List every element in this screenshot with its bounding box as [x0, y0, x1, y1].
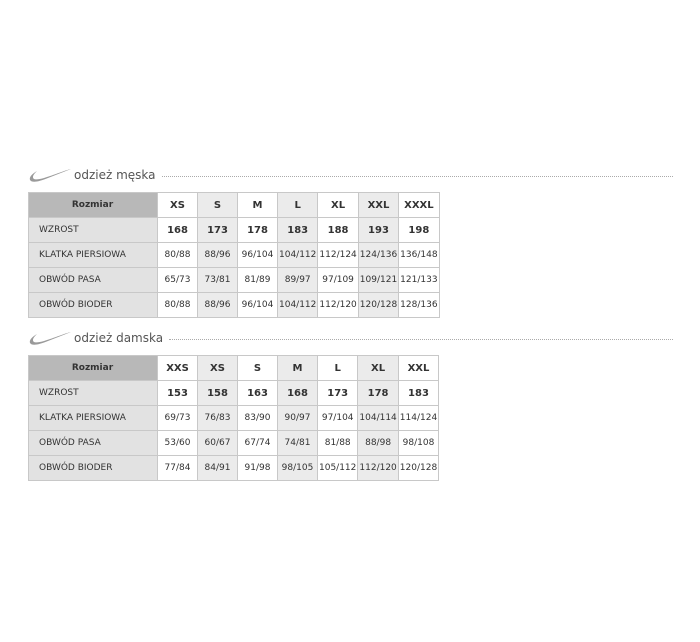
swoosh-logo-icon [28, 166, 72, 184]
table-cell: 83/90 [238, 406, 278, 431]
table-row [29, 356, 439, 381]
table-cell: 105/112 [318, 456, 358, 481]
table-cell: 112/124 [318, 243, 358, 268]
size-header-cell: XS [198, 356, 238, 381]
womens-size-table [28, 355, 439, 481]
size-header-cell: XL [318, 193, 358, 218]
table-cell: 88/98 [358, 431, 398, 456]
row-label: OBWÓD BIODER [29, 456, 158, 481]
table-cell: 178 [358, 381, 398, 406]
table-row [29, 193, 440, 218]
size-header-cell: XL [358, 356, 398, 381]
table-row [29, 293, 440, 318]
mens-section-header [28, 165, 673, 185]
womens-section [28, 328, 673, 481]
table-cell: 104/112 [278, 243, 318, 268]
table-cell: 183 [398, 381, 438, 406]
table-cell: 104/114 [358, 406, 398, 431]
size-header-cell: XXS [158, 356, 198, 381]
table-cell: 112/120 [358, 456, 398, 481]
table-cell: 98/108 [398, 431, 438, 456]
table-cell: 69/73 [158, 406, 198, 431]
row-label: Rozmiar [29, 193, 158, 218]
table-cell: 96/104 [238, 243, 278, 268]
table-cell: 109/121 [358, 268, 398, 293]
table-cell: 168 [278, 381, 318, 406]
mens-section-title: odzież męska [74, 168, 156, 182]
size-header-cell: S [198, 193, 238, 218]
table-cell: 53/60 [158, 431, 198, 456]
table-cell: 158 [198, 381, 238, 406]
dotted-divider [162, 176, 673, 177]
table-row [29, 381, 439, 406]
table-cell: 188 [318, 218, 358, 243]
table-cell: 74/81 [278, 431, 318, 456]
table-cell: 124/136 [358, 243, 398, 268]
table-cell: 60/67 [198, 431, 238, 456]
table-cell: 168 [158, 218, 198, 243]
table-row [29, 268, 440, 293]
table-row [29, 406, 439, 431]
table-cell: 193 [358, 218, 398, 243]
row-label: WZROST [29, 381, 158, 406]
row-label: Rozmiar [29, 356, 158, 381]
table-cell: 97/104 [318, 406, 358, 431]
size-header-cell: M [278, 356, 318, 381]
table-cell: 73/81 [198, 268, 238, 293]
table-row [29, 456, 439, 481]
row-label: OBWÓD BIODER [29, 293, 158, 318]
table-cell: 97/109 [318, 268, 358, 293]
table-cell: 90/97 [278, 406, 318, 431]
table-row [29, 218, 440, 243]
table-cell: 198 [399, 218, 439, 243]
size-header-cell: S [238, 356, 278, 381]
table-cell: 88/96 [198, 243, 238, 268]
table-cell: 98/105 [278, 456, 318, 481]
table-cell: 80/88 [158, 243, 198, 268]
size-header-cell: XXXL [399, 193, 439, 218]
row-label: OBWÓD PASA [29, 268, 158, 293]
table-cell: 120/128 [398, 456, 438, 481]
table-cell: 89/97 [278, 268, 318, 293]
table-cell: 77/84 [158, 456, 198, 481]
row-label: KLATKA PIERSIOWA [29, 406, 158, 431]
dotted-divider [169, 339, 673, 340]
table-cell: 112/120 [318, 293, 358, 318]
size-header-cell: M [238, 193, 278, 218]
table-cell: 163 [238, 381, 278, 406]
size-header-cell: L [318, 356, 358, 381]
table-cell: 76/83 [198, 406, 238, 431]
table-cell: 88/96 [198, 293, 238, 318]
table-cell: 104/112 [278, 293, 318, 318]
table-cell: 173 [198, 218, 238, 243]
womens-section-header [28, 328, 673, 348]
table-cell: 178 [238, 218, 278, 243]
table-cell: 91/98 [238, 456, 278, 481]
size-header-cell: XS [158, 193, 198, 218]
table-row [29, 243, 440, 268]
row-label: OBWÓD PASA [29, 431, 158, 456]
row-label: KLATKA PIERSIOWA [29, 243, 158, 268]
size-header-cell: XXL [398, 356, 438, 381]
table-cell: 136/148 [399, 243, 439, 268]
table-cell: 67/74 [238, 431, 278, 456]
table-cell: 120/128 [358, 293, 398, 318]
table-cell: 114/124 [398, 406, 438, 431]
table-cell: 81/88 [318, 431, 358, 456]
row-label: WZROST [29, 218, 158, 243]
table-cell: 65/73 [158, 268, 198, 293]
size-header-cell: XXL [358, 193, 398, 218]
table-cell: 96/104 [238, 293, 278, 318]
mens-size-table [28, 192, 440, 318]
mens-section [28, 165, 673, 318]
table-cell: 128/136 [399, 293, 439, 318]
table-cell: 121/133 [399, 268, 439, 293]
table-cell: 80/88 [158, 293, 198, 318]
table-cell: 183 [278, 218, 318, 243]
table-cell: 173 [318, 381, 358, 406]
womens-section-title: odzież damska [74, 331, 164, 345]
table-row [29, 431, 439, 456]
table-cell: 153 [158, 381, 198, 406]
table-cell: 81/89 [238, 268, 278, 293]
table-cell: 84/91 [198, 456, 238, 481]
size-header-cell: L [278, 193, 318, 218]
swoosh-logo-icon [28, 329, 72, 347]
